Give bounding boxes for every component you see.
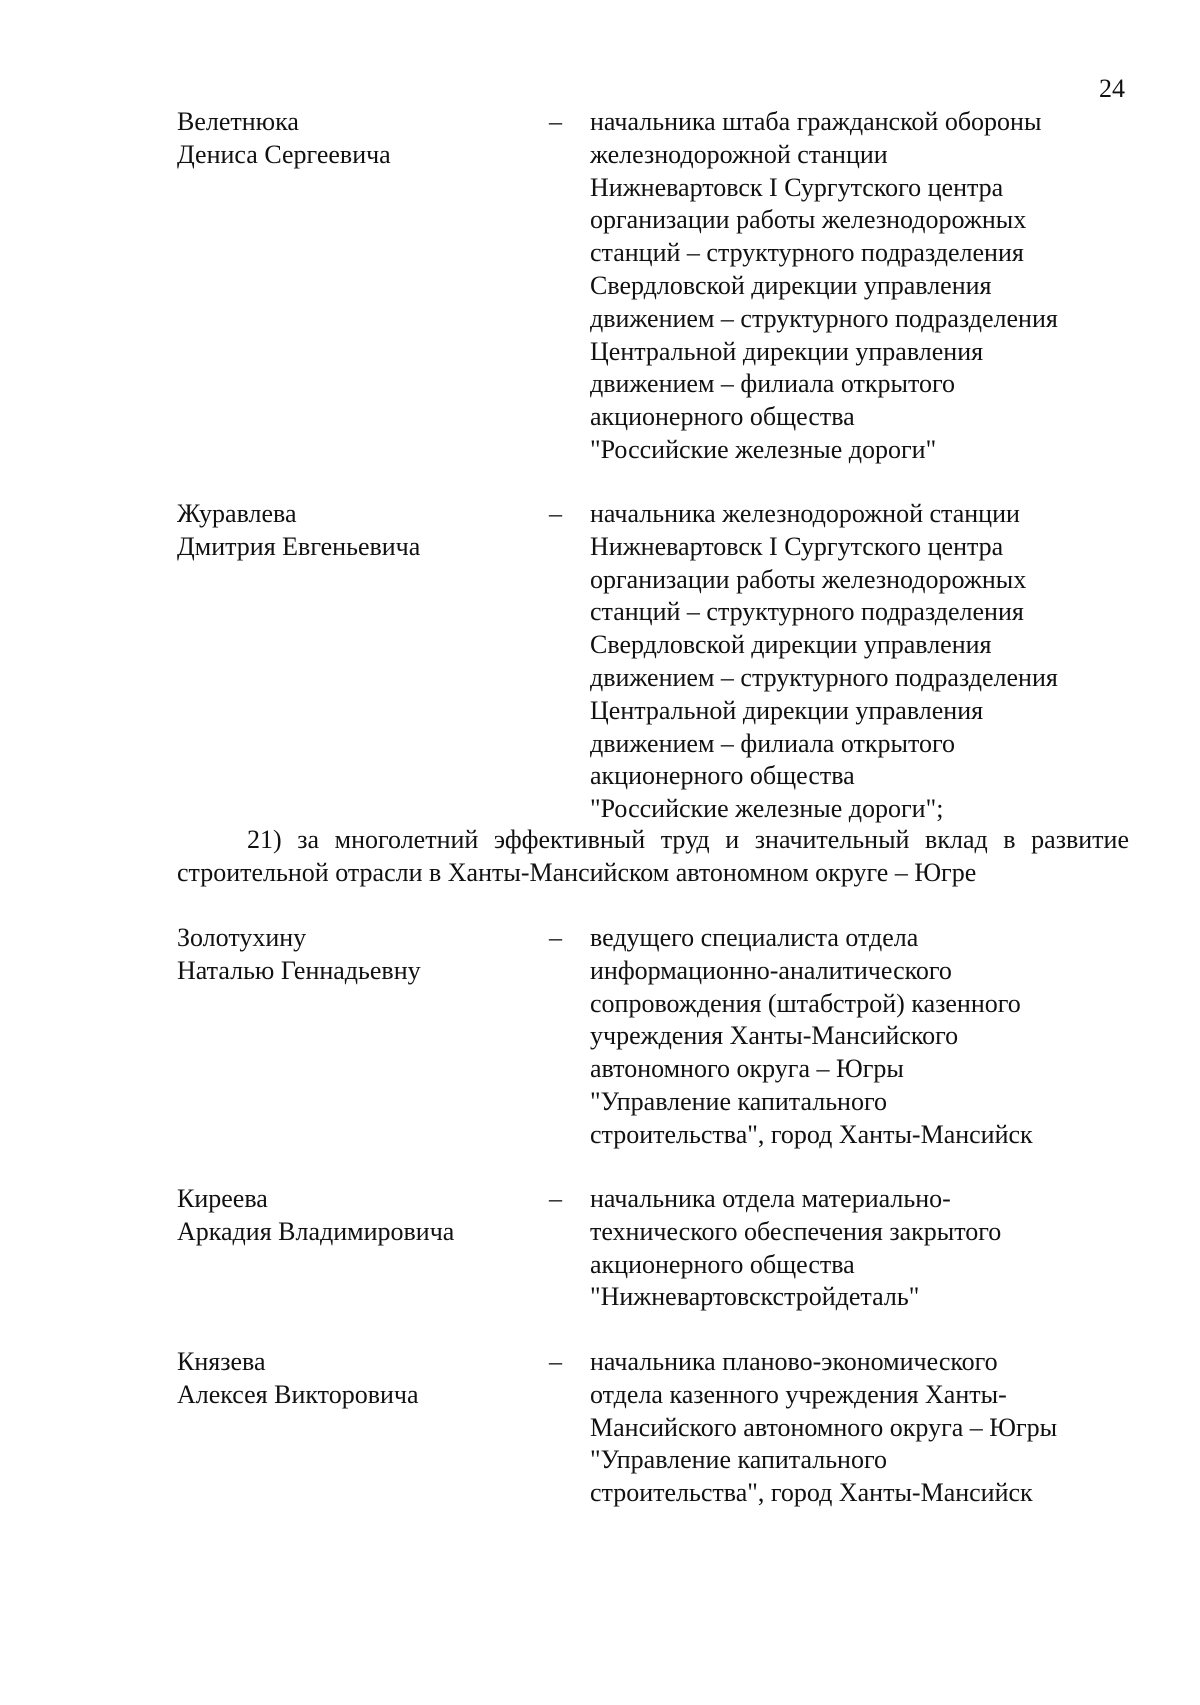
description-line: учреждения Ханты-Мансийского — [590, 1021, 959, 1051]
name-line: Наталью Геннадьевну — [177, 955, 421, 985]
description-line: технического обеспечения закрытого — [590, 1216, 1002, 1246]
dash-separator: – — [549, 499, 562, 528]
description-line: движением – филиала открытого — [590, 369, 955, 399]
description-line: начальника планово-экономического — [590, 1347, 998, 1376]
dash-separator: – — [549, 107, 562, 136]
dash-separator: – — [549, 1184, 562, 1213]
description-line: "Российские железные дороги" — [590, 434, 937, 464]
description-line: строительства", город Ханты-Мансийск — [590, 1119, 1033, 1149]
description-line: Свердловской дирекции управления — [590, 630, 992, 660]
description-line: ведущего специалиста отдела — [590, 923, 919, 952]
name-line: Князева — [177, 1347, 266, 1376]
dash-separator: – — [549, 923, 562, 952]
description-line: Центральной дирекции управления — [590, 695, 984, 725]
description-line: организации работы железнодорожных — [590, 564, 1027, 594]
person-name — [177, 922, 537, 988]
description-line: начальника штаба гражданской обороны — [590, 107, 1042, 136]
description-line: акционерного общества — [590, 1249, 855, 1279]
name-line: Велетнюка — [177, 107, 299, 136]
person-name — [177, 1346, 537, 1412]
name-line: Дениса Сергеевича — [177, 139, 391, 169]
person-name — [177, 106, 537, 172]
name-line: Киреева — [177, 1184, 268, 1213]
position-description — [590, 1346, 1130, 1510]
description-line: движением – структурного подразделения — [590, 662, 1058, 692]
description-line: акционерного общества — [590, 402, 855, 432]
position-description — [590, 1183, 1130, 1314]
description-line: "Управление капитального — [590, 1445, 887, 1475]
description-line: железнодорожной станции — [590, 139, 888, 169]
page-number: 24 — [1099, 74, 1125, 103]
description-line: организации работы железнодорожных — [590, 205, 1027, 235]
person-name — [177, 1183, 537, 1249]
description-line: движением – структурного подразделения — [590, 303, 1058, 333]
paragraph-line: 21) за многолетний эффективный труд и значительный вклад в развитие — [247, 825, 1129, 854]
description-line: информационно-аналитического — [590, 955, 952, 985]
name-line: Журавлева — [177, 499, 297, 528]
section-paragraph — [177, 824, 1129, 890]
description-line: автономного округа – Югры — [590, 1054, 904, 1084]
description-line: Свердловской дирекции управления — [590, 270, 992, 300]
name-line: Золотухину — [177, 923, 307, 952]
description-line: "Нижневартовскстройдеталь" — [590, 1282, 920, 1312]
position-description — [590, 498, 1130, 826]
description-line: Мансийского автономного округа – Югры — [590, 1412, 1058, 1442]
description-line: движением – филиала открытого — [590, 728, 955, 758]
description-line: Нижневартовск I Сургутского центра — [590, 531, 1004, 561]
name-line: Аркадия Владимировича — [177, 1216, 455, 1246]
description-line: Нижневартовск I Сургутского центра — [590, 172, 1004, 202]
description-line: "Российские железные дороги"; — [590, 794, 944, 824]
position-description — [590, 106, 1130, 467]
person-name — [177, 498, 537, 564]
description-line: начальника железнодорожной станции — [590, 499, 1020, 528]
description-line: акционерного общества — [590, 761, 855, 791]
description-line: сопровождения (штабстрой) казенного — [590, 988, 1021, 1018]
description-line: станций – структурного подразделения — [590, 238, 1024, 268]
description-line: начальника отдела материально- — [590, 1184, 951, 1213]
paragraph-line: строительной отрасли в Ханты-Мансийском автономном округе – Югре — [177, 857, 977, 887]
description-line: "Управление капитального — [590, 1086, 887, 1116]
description-line: строительства", город Ханты-Мансийск — [590, 1478, 1033, 1508]
description-line: отдела казенного учреждения Ханты- — [590, 1379, 1007, 1409]
position-description — [590, 922, 1130, 1152]
description-line: Центральной дирекции управления — [590, 336, 984, 366]
description-line: станций – структурного подразделения — [590, 597, 1024, 627]
name-line: Алексея Викторовича — [177, 1379, 419, 1409]
dash-separator: – — [549, 1347, 562, 1376]
name-line: Дмитрия Евгеньевича — [177, 531, 421, 561]
